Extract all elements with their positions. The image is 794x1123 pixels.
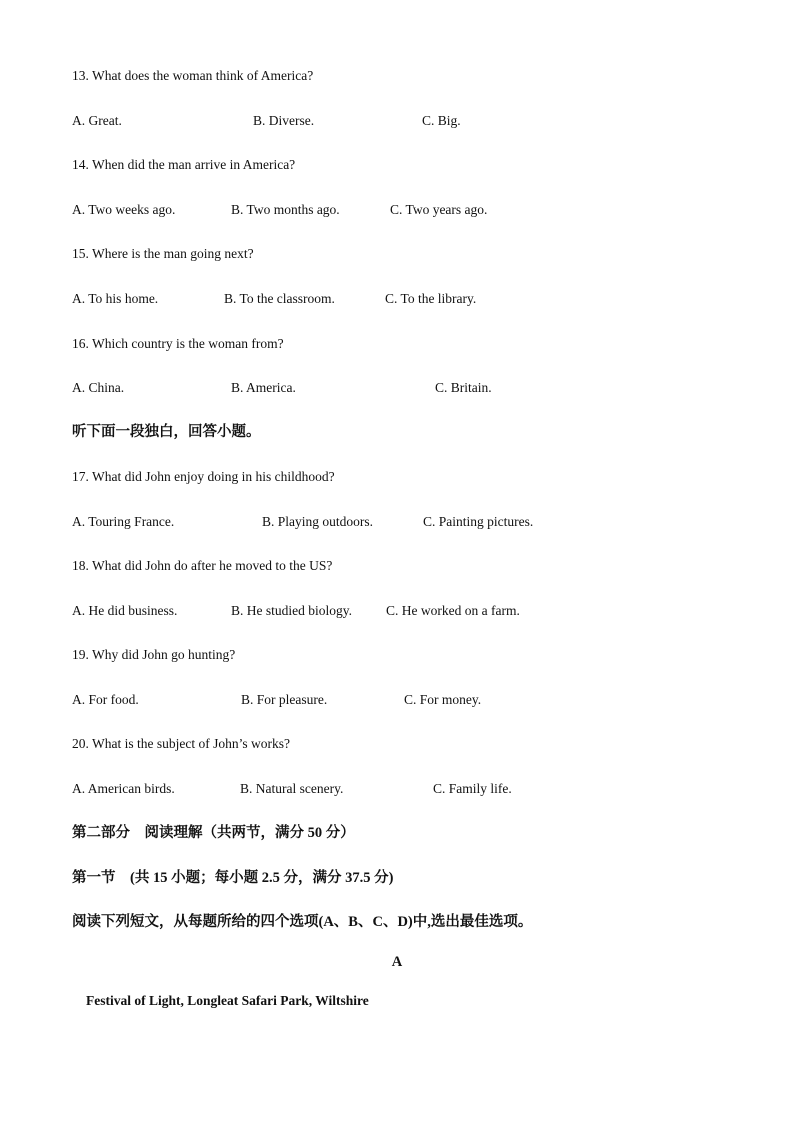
- option-18c: C. He worked on a farm.: [386, 603, 520, 618]
- option-14b: B. Two months ago.: [231, 202, 340, 217]
- option-15c: C. To the library.: [385, 291, 477, 306]
- option-16a: A. China.: [72, 380, 125, 395]
- option-13c: C. Big.: [422, 113, 461, 128]
- section-monologue-heading: 听下面一段独白，回答小题。: [72, 424, 261, 440]
- option-15b: B. To the classroom.: [224, 291, 335, 306]
- question-13: 13. What does the woman think of America?: [72, 68, 314, 83]
- reading-instructions: 阅读下列短文，从每题所给的四个选项(A、B、C、D)中,选出最佳选项。: [72, 914, 533, 930]
- option-17b: B. Playing outdoors.: [262, 514, 374, 529]
- question-18: 18. What did John do after he moved to the US?: [72, 558, 333, 573]
- question-15: 15. Where is the man going next?: [72, 246, 254, 261]
- question-17: 17. What did John enjoy doing in his childhood?: [72, 469, 335, 484]
- option-17a: A. Touring France.: [72, 514, 175, 529]
- passage-label: A: [391, 954, 403, 970]
- option-16b: B. America.: [231, 380, 296, 395]
- question-20: 20. What is the subject of John’s works?: [72, 736, 290, 751]
- option-18b: B. He studied biology.: [231, 603, 352, 618]
- option-20c: C. Family life.: [433, 781, 512, 796]
- option-13a: A. Great.: [72, 113, 122, 128]
- option-13b: B. Diverse.: [253, 113, 315, 128]
- passage-title: Festival of Light, Longleat Safari Park, Wiltshire: [86, 993, 369, 1008]
- question-14: 14. When did the man arrive in America?: [72, 157, 296, 172]
- option-18a: A. He did business.: [72, 603, 178, 618]
- option-14a: A. Two weeks ago.: [72, 202, 176, 217]
- question-19: 19. Why did John go hunting?: [72, 647, 236, 662]
- option-19c: C. For money.: [404, 692, 482, 707]
- option-17c: C. Painting pictures.: [423, 514, 534, 529]
- part2-heading: 第二部分 阅读理解（共两节，满分 50 分）: [72, 825, 355, 841]
- option-20a: A. American birds.: [72, 781, 175, 796]
- option-16c: C. Britain.: [435, 380, 492, 395]
- option-14c: C. Two years ago.: [390, 202, 488, 217]
- option-15a: A. To his home.: [72, 291, 159, 306]
- question-16: 16. Which country is the woman from?: [72, 336, 284, 351]
- option-19a: A. For food.: [72, 692, 139, 707]
- option-19b: B. For pleasure.: [241, 692, 328, 707]
- option-20b: B. Natural scenery.: [240, 781, 344, 796]
- section1-heading: 第一节 (共 15 小题；每小题 2.5 分，满分 37.5 分): [72, 870, 394, 886]
